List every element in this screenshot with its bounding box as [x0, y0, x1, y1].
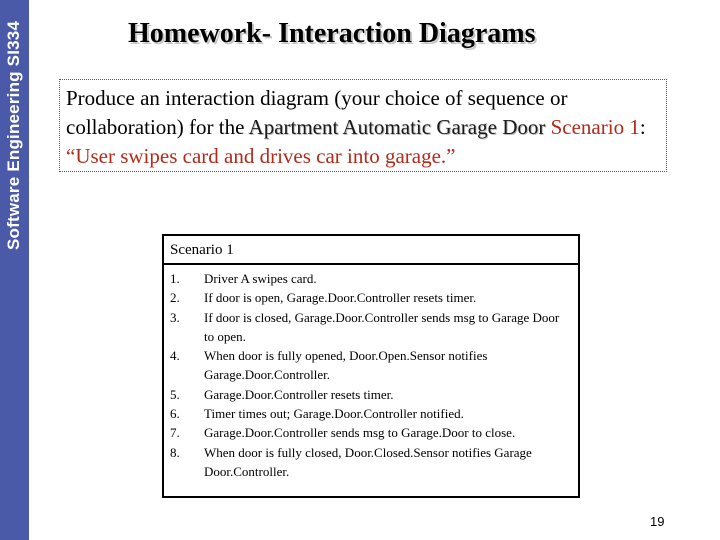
step-number: 6.	[170, 406, 180, 422]
intro-colon: :	[639, 115, 646, 139]
step-number: 8.	[170, 444, 180, 460]
scenario-step	[170, 404, 578, 423]
step-text: If door is closed, Garage.Door.Controller sends msg to Garage Door to open.	[204, 309, 560, 344]
intro-text	[66, 84, 666, 171]
scenario-step	[170, 443, 578, 482]
step-number: 3.	[170, 309, 180, 325]
intro-quote: “User swipes card and drives car into garage.”	[66, 144, 456, 168]
step-number: 7.	[170, 425, 180, 441]
step-number: 1.	[170, 271, 180, 286]
step-text: Driver A swipes card.	[204, 271, 317, 286]
scenario-steps	[164, 265, 578, 481]
page-number: 19	[650, 514, 665, 529]
scenario-heading: Scenario 1	[164, 236, 578, 265]
intro-scenario-label: Scenario 1	[550, 115, 640, 139]
step-text: When door is fully opened, Door.Open.Sensor notifies Garage.Door.Controller.	[204, 348, 488, 383]
scenario-step	[170, 288, 578, 307]
scenario-step	[170, 308, 578, 347]
scenario-step	[170, 385, 578, 404]
scenario-step	[170, 346, 578, 385]
step-number: 2.	[170, 290, 180, 306]
scenario-table	[162, 234, 580, 498]
scenario-step	[170, 269, 578, 288]
step-text: Timer times out; Garage.Door.Controller notified.	[204, 406, 464, 422]
step-number: 5.	[170, 386, 180, 402]
scenario-step	[170, 423, 578, 442]
sidebar	[0, 0, 29, 540]
step-number: 4.	[170, 348, 180, 364]
step-text: Garage.Door.Controller sends msg to Garage.Door to close.	[204, 425, 516, 441]
course-label: Software Engineering SI334	[4, 20, 23, 250]
intro-part1: Produce an interaction diagram (your choice of sequence or collaboration) for the	[66, 86, 568, 139]
intro-highlight: Apartment Automatic Garage Door	[248, 115, 546, 139]
step-text: If door is open, Garage.Door.Controller resets timer.	[204, 290, 477, 306]
slide-title: Homework- Interaction Diagrams	[128, 18, 536, 49]
step-text: When door is fully closed, Door.Closed.Sensor notifies Garage Door.Controller.	[204, 444, 532, 479]
step-text: Garage.Door.Controller resets timer.	[204, 386, 394, 402]
